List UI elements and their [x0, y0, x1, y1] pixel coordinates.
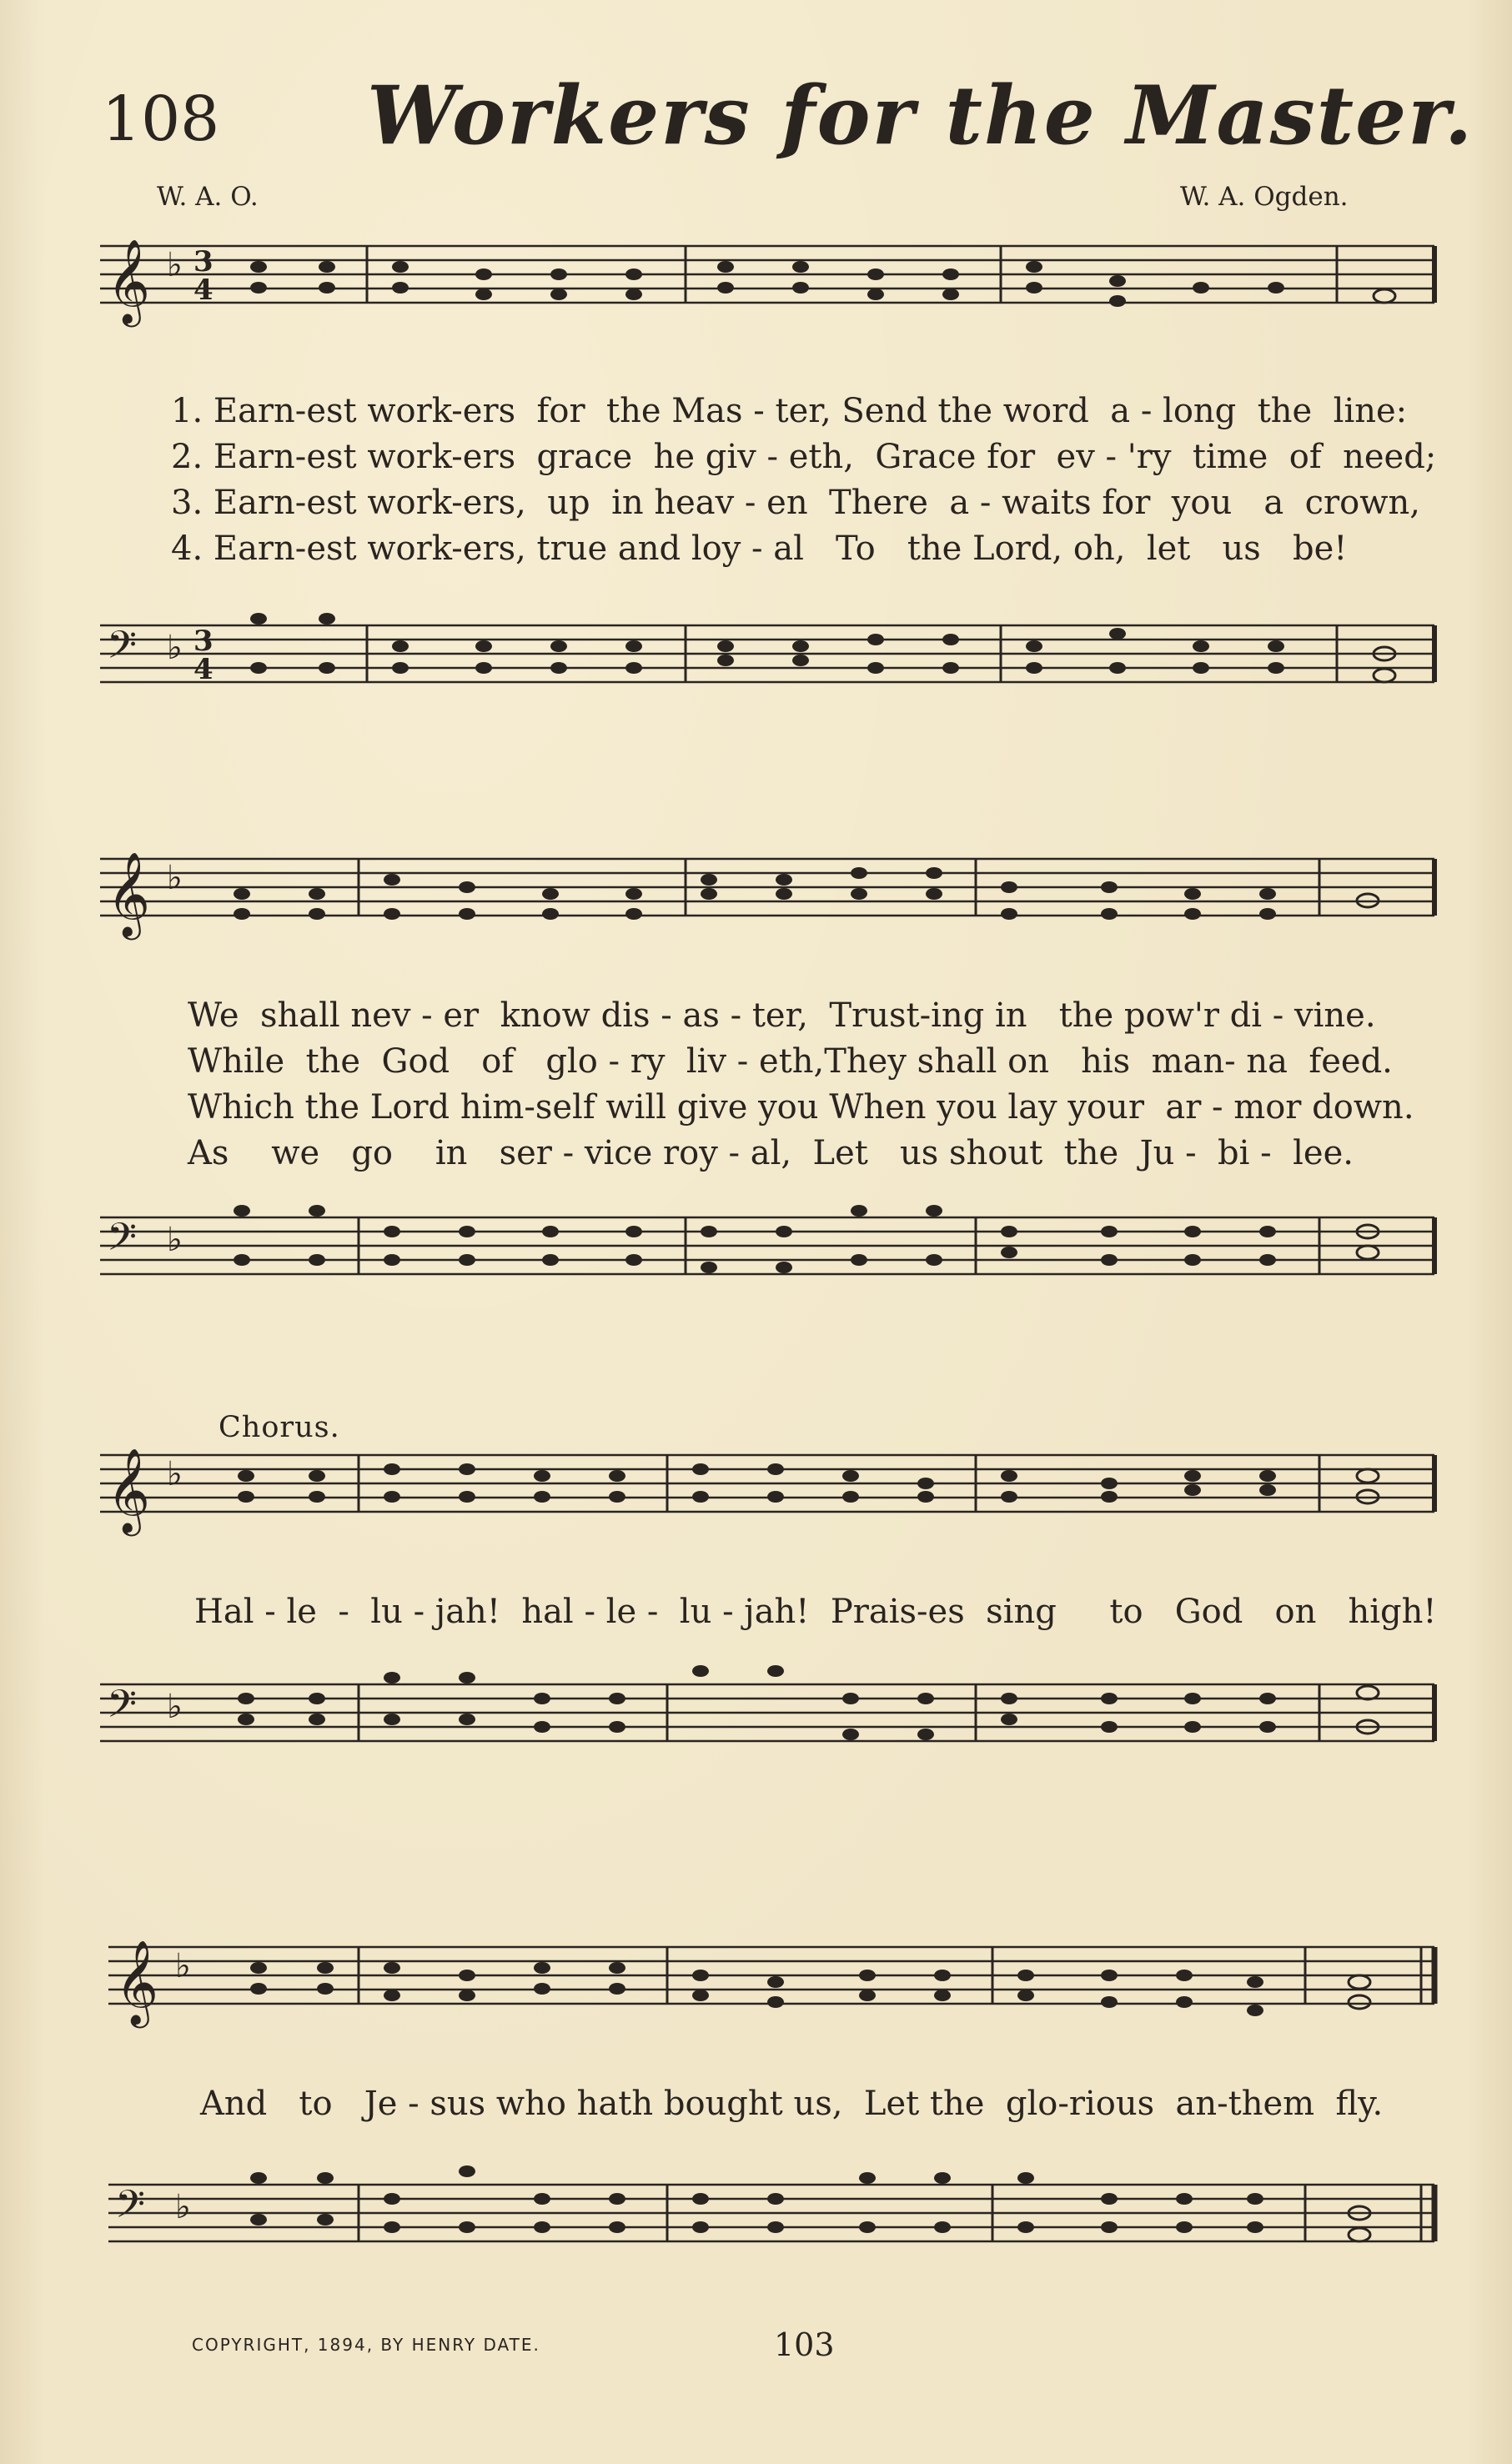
composer-credit: W. A. Ogden. [1180, 182, 1349, 212]
hymn-number: 108 [102, 83, 220, 155]
lyric-line: While the God of glo - ry liv - eth,They shall on his man- na feed. [188, 1042, 1393, 1081]
svg-text:𝄞: 𝄞 [107, 1447, 151, 1533]
treble-staff [83, 229, 1439, 396]
lyricist-credit: W. A. O. [157, 182, 259, 212]
bass-staff [83, 600, 1439, 767]
svg-text:3: 3 [193, 245, 213, 279]
lyric-line: 4. Earn-est work-ers, true and loy - al To the Lord, oh, let us be! [171, 529, 1348, 568]
lyric-line: 2. Earn-est work-ers grace he giv - eth, Grace for ev - 'ry time of need; [171, 438, 1437, 476]
svg-text:♭: ♭ [167, 1455, 183, 1493]
svg-text:4: 4 [193, 653, 213, 686]
svg-text:♭: ♭ [175, 1947, 191, 1985]
svg-text:𝄞: 𝄞 [107, 238, 151, 324]
treble-staff [83, 842, 1439, 1009]
svg-text:♭: ♭ [175, 2188, 191, 2226]
lyric-line: 3. Earn-est work-ers, up in heav - en There a - waits for you a crown, [171, 484, 1420, 522]
treble-staff [83, 1438, 1439, 1605]
svg-text:3: 3 [193, 625, 213, 658]
svg-text:♭: ♭ [167, 1221, 183, 1259]
lyric-line: As we go in ser - vice roy - al, Let us shout the Ju - bi - lee. [188, 1134, 1354, 1172]
treble-staff [83, 1930, 1439, 2097]
svg-text:4: 4 [193, 273, 213, 307]
chorus-label: Chorus. [219, 1411, 340, 1444]
bass-staff [83, 2160, 1439, 2326]
svg-text:𝄢: 𝄢 [107, 623, 138, 677]
lyric-line: Hal - le - lu - jah! hal - le - lu - jah! Prais-es sing to God on high! [194, 1593, 1437, 1631]
svg-text:𝄢: 𝄢 [107, 1215, 138, 1269]
lyric-line: 1. Earn-est work-ers for the Mas - ter, Send the word a - long the line: [171, 392, 1408, 430]
svg-text:♭: ♭ [167, 1688, 183, 1726]
svg-text:𝄢: 𝄢 [107, 1682, 138, 1736]
svg-text:𝄞: 𝄞 [115, 1939, 159, 2025]
hymn-title: Workers for the Master. [367, 68, 1474, 163]
bass-staff [83, 1192, 1439, 1359]
svg-text:♭: ♭ [167, 629, 183, 667]
lyric-line: We shall nev - er know dis - as - ter, Trust-ing in the pow'r di - vine. [188, 996, 1376, 1035]
bass-staff [83, 1659, 1439, 1826]
page-number: 103 [774, 2326, 835, 2363]
copyright-notice: COPYRIGHT, 1894, BY HENRY DATE. [192, 2335, 540, 2355]
lyric-line: And to Je - sus who hath bought us, Let the glo-rious an-them fly. [200, 2085, 1384, 2123]
svg-text:𝄢: 𝄢 [115, 2182, 146, 2236]
lyric-line: Which the Lord him-self will give you When you lay your ar - mor down. [188, 1088, 1414, 1127]
svg-text:𝄞: 𝄞 [107, 851, 151, 936]
svg-text:♭: ♭ [167, 246, 183, 284]
svg-text:♭: ♭ [167, 859, 183, 897]
